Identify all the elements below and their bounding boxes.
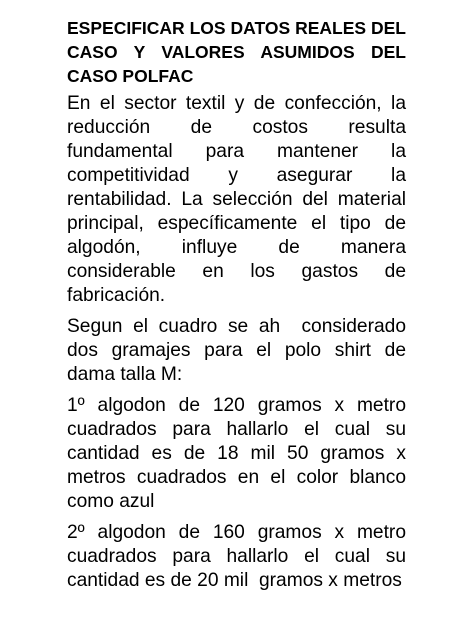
document-title: ESPECIFICAR LOS DATOS REALES DEL CASO Y VALORES ASUMIDOS DEL CASO POLFAC [67,18,411,86]
paragraph-algodon-160: 2º algodon de 160 gramos x metro cuadrados para hallarlo el cual su cantidad es de 20 mil gramos x metros [67,522,412,591]
document-page [67,16,412,600]
paragraph-intro: En el sector textil y de confección, la reducción de costos resulta fundamental para mantener la competitividad y asegurar la rentabilidad. La selección del material principal, específicamente el tipo de algodón, influye de manera considerable en los gastos de fabricación. [67,93,412,306]
paragraph-gramajes: Segun el cuadro se ah considerado dos gramajes para el polo shirt de dama talla M: [67,316,412,385]
paragraph-algodon-120: 1º algodon de 120 gramos x metro cuadrados para hallarlo el cual su cantidad es de 18 mil 50 gramos x metros cuadrados en el color blanco como azul [67,395,412,512]
